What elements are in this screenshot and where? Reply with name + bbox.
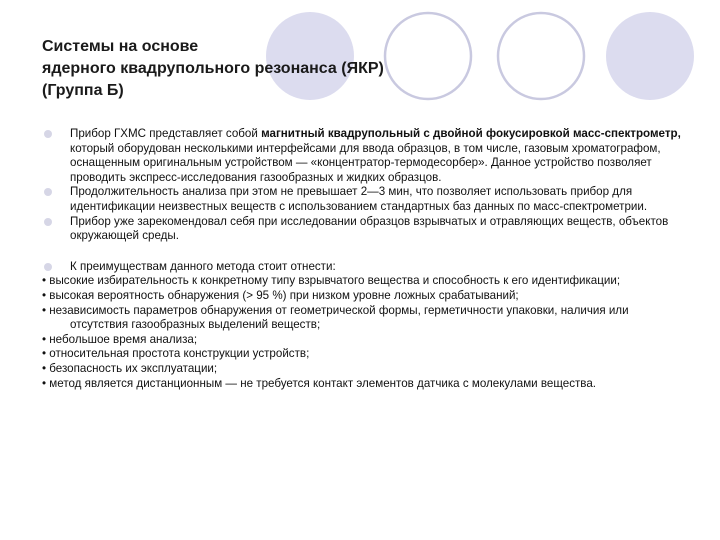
bullet-item xyxy=(42,215,682,244)
advantages-intro xyxy=(42,260,682,275)
slide-body xyxy=(42,127,682,391)
bullet-dot-icon xyxy=(44,218,52,226)
advantage-item: • независимость параметров обнаружения от геометрической формы, герметичности упаковки, наличия или отсутствия газообразных выделений веществ; xyxy=(42,303,629,332)
advantage-item: • высокие избирательность к конкретному типу взрывчатого вещества и способность к его идентификации; xyxy=(42,274,621,288)
advantage-item: • метод является дистанционным — не требуется контакт элементов датчика с молекулами вещества. xyxy=(42,376,596,390)
bullet-text: Продолжительность анализа при этом не превышает 2—3 мин, что позволяет использовать прибор для идентификации неизвестных веществ с использованием стандартных баз данных по масс-спектрометрии. xyxy=(70,185,648,213)
bullet-item xyxy=(42,127,682,185)
advantage-item: • высокая вероятность обнаружения (> 95 %) при низком уровне ложных срабатываний; xyxy=(42,288,519,302)
spacer xyxy=(42,244,682,260)
advantage-item: • относительная простота конструкции устройств; xyxy=(42,347,310,361)
bullet-text-bold: магнитный квадрупольный с двойной фокусировкой масс-спектрометр, xyxy=(261,127,681,140)
circle-4 xyxy=(606,12,694,100)
bullet-item xyxy=(42,185,682,214)
circle-3 xyxy=(498,13,584,99)
bullet-dot-icon xyxy=(44,130,52,138)
bullet-text-post: который оборудован несколькими интерфейсами для ввода образцов, в том числе, газовым хроматографом, оснащенным оригинальным устройством — «концентратор-термодесорбер». Данное устройство позволяет проводить экспресс-исследования газообразных и жидких образцов. xyxy=(70,141,661,184)
bullet-text: Прибор уже зарекомендовал себя при исследовании образцов взрывчатых и отравляющих веществ, объектов окружающей среды. xyxy=(70,214,669,243)
slide-title: Системы на основе ядерного квадрупольного резонанса (ЯКР) (Группа Б) xyxy=(42,38,384,99)
bullet-dot-icon xyxy=(44,188,52,196)
advantages-intro-text: К преимуществам данного метода стоит отнести: xyxy=(70,259,336,273)
advantage-item: • безопасность их эксплуатации; xyxy=(42,361,218,375)
bullet-text-pre: Прибор ГХМС представляет собой xyxy=(70,127,262,140)
advantage-item: • небольшое время анализа; xyxy=(42,332,198,346)
bullet-dot-icon xyxy=(44,263,52,271)
